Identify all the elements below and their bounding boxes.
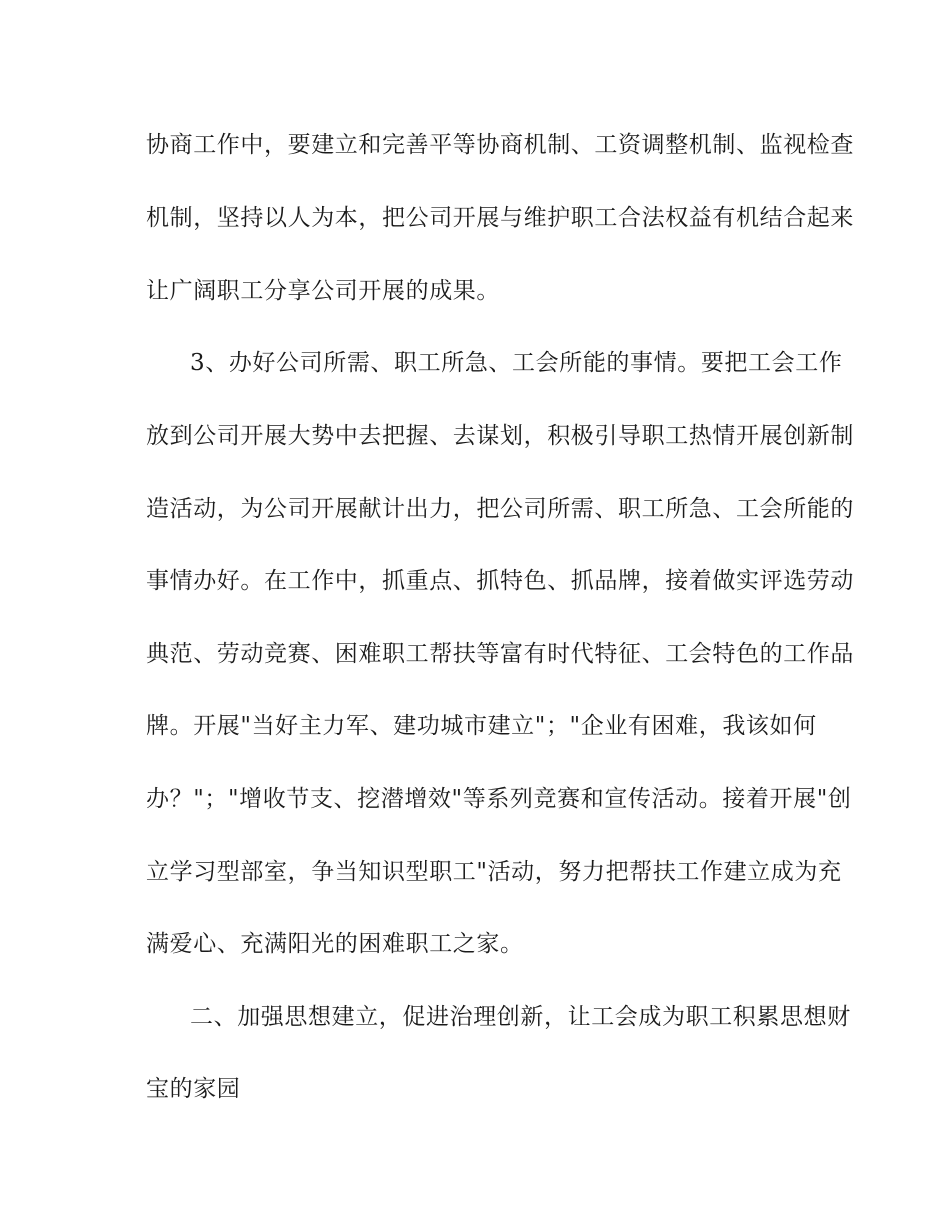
text-line-8: 典范、劳动竞赛、困难职工帮扶等富有时代特征、工会特色的工作品	[146, 641, 854, 667]
text-line-4: 3、办好公司所需、职工所急、工会所能的事情。要把工会工作	[190, 350, 843, 376]
text-line-3: 让广阔职工分享公司开展的成果。	[146, 278, 500, 304]
text-line-9: 牌。开展"当好主力军、建功城市建立"；"企业有困难，我该如何	[146, 713, 817, 739]
section-heading-line-2: 宝的家园	[146, 1076, 241, 1102]
text-line-10: 办？"；"增收节支、挖潜增效"等系列竞赛和宣传活动。接着开展"创	[146, 786, 852, 812]
text-line-5: 放到公司开展大势中去把握、去谋划，积极引导职工热情开展创新制	[146, 423, 854, 449]
text-line-7: 事情办好。在工作中，抓重点、抓特色、抓品牌，接着做实评选劳动	[146, 568, 854, 594]
text-line-11: 立学习型部室，争当知识型职工"活动，努力把帮扶工作建立成为充	[146, 859, 842, 885]
text-line-6: 造活动，为公司开展献计出力，把公司所需、职工所急、工会所能的	[146, 496, 854, 522]
text-line-12: 满爱心、充满阳光的困难职工之家。	[146, 931, 524, 957]
text-line-2: 机制，坚持以人为本，把公司开展与维护职工合法权益有机结合起来	[146, 205, 854, 231]
text-line-1: 协商工作中，要建立和完善平等协商机制、工资调整机制、监视检查	[146, 132, 854, 158]
section-heading-line-1: 二、加强思想建立，促进治理创新，让工会成为职工积累思想财	[190, 1004, 851, 1030]
